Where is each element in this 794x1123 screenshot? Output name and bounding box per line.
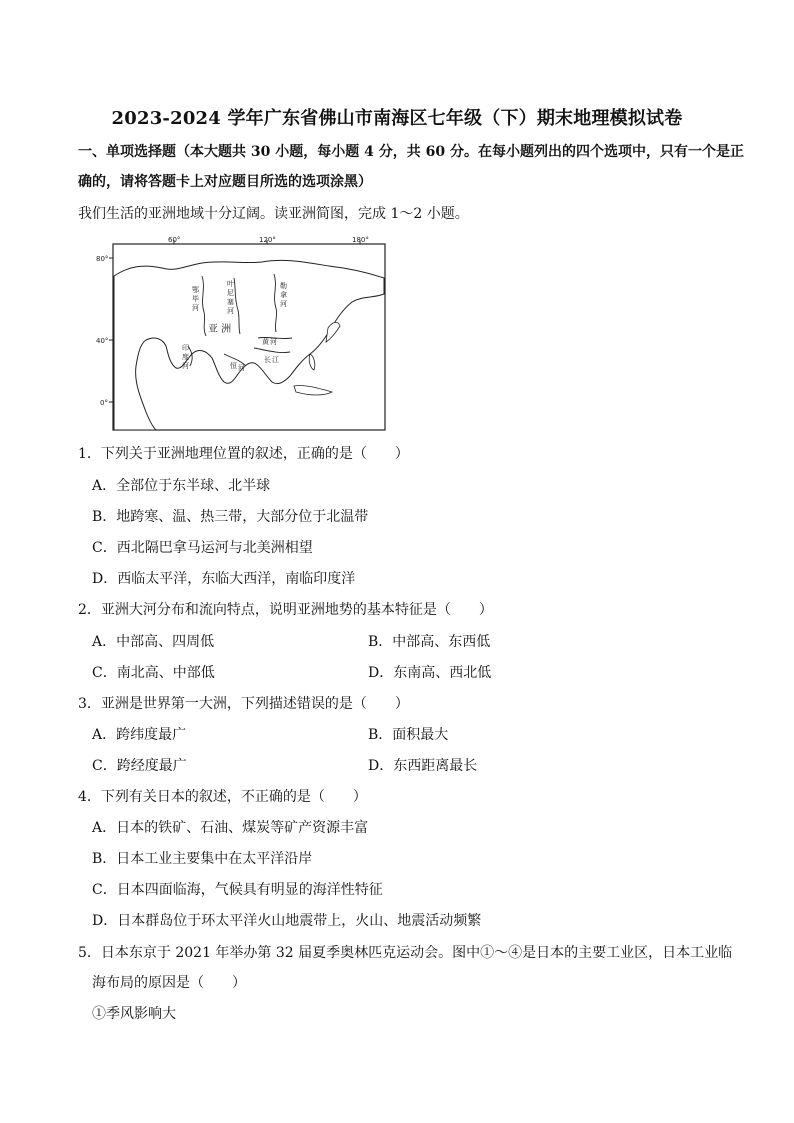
river-char: 黄 xyxy=(262,338,269,346)
q1-option-c: C．西北隔巴拿马运河与北美洲相望 xyxy=(92,540,313,556)
river-char: 长 xyxy=(264,356,271,364)
q3-option-d: D．东西距离最长 xyxy=(368,758,478,774)
q1-option-d: D．西临太平洋，东临大西洋，南临印度洋 xyxy=(92,571,356,587)
lon-label-120: 120° xyxy=(259,236,276,244)
q4-option-b: B．日本工业主要集中在太平洋沿岸 xyxy=(92,851,313,867)
river-char: 河 xyxy=(227,307,234,315)
section-heading: 一、单项选择题（本大题共 30 小题，每小题 4 分，共 60 分。在每小题列出的四个选项中，只有一个是正 xyxy=(78,144,744,160)
q3-option-b: B．面积最大 xyxy=(368,727,449,743)
q3-option-a: A．跨纬度最广 xyxy=(92,727,187,743)
river-char: 河 xyxy=(280,300,287,308)
question-2-stem: 2．亚洲大河分布和流向特点，说明亚洲地势的基本特征是（ ） xyxy=(78,602,493,618)
river-char: 度 xyxy=(182,353,189,361)
river-char: 鄂 xyxy=(192,286,199,294)
q4-option-c: C．日本四面临海，气候具有明显的海洋性特征 xyxy=(92,882,383,898)
page-title: 2023-2024 学年广东省佛山市南海区七年级（下）期末地理模拟试卷 xyxy=(111,108,683,129)
question-5-stem: 5．日本东京于 2021 年举办第 32 届夏季奥林匹克运动会。图中①～④是日本的主要工业区，日本工业临 xyxy=(78,945,733,961)
river-char: 拿 xyxy=(280,291,287,299)
q2-option-c: C．南北高、中部低 xyxy=(92,665,215,681)
lon-label-180: 180° xyxy=(352,236,369,244)
q4-option-a: A．日本的铁矿、石油、煤炭等矿产资源丰富 xyxy=(92,820,369,836)
question-5-stem-cont: 海布局的原因是（ ） xyxy=(92,975,246,991)
q2-option-b: B．中部高、东西低 xyxy=(368,634,491,650)
river-char: 塞 xyxy=(227,298,234,306)
river-char: 河 xyxy=(238,364,245,372)
q3-option-c: C．跨经度最广 xyxy=(92,758,187,774)
lat-label-80: 80° xyxy=(96,255,109,263)
river-char: 河 xyxy=(182,362,189,370)
asia-label: 亚 洲 xyxy=(208,324,232,335)
river-char: 印 xyxy=(182,344,189,352)
q5-statement-1: ①季风影响大 xyxy=(92,1006,176,1022)
lat-label-40: 40° xyxy=(96,337,109,345)
q2-option-d: D．东南高、西北低 xyxy=(368,665,492,681)
river-char: 叶 xyxy=(227,280,234,288)
q4-option-d: D．日本群岛位于环太平洋火山地震带上，火山、地震活动频繁 xyxy=(92,913,482,929)
river-char: 恒 xyxy=(230,362,237,370)
q1-option-b: B．地跨寒、温、热三带，大部分位于北温带 xyxy=(92,509,369,525)
river-char: 河 xyxy=(270,338,277,346)
question-4-stem: 4．下列有关日本的叙述，不正确的是（ ） xyxy=(78,789,367,805)
question-3-stem: 3．亚洲是世界第一大洲，下列描述错误的是（ ） xyxy=(78,696,409,712)
river-char: 勒 xyxy=(280,282,287,290)
intro-text: 我们生活的亚洲地域十分辽阔。读亚洲简图，完成 1～2 小题。 xyxy=(78,206,469,222)
river-char: 江 xyxy=(272,356,279,364)
river-char: 河 xyxy=(192,304,199,312)
river-char: 尼 xyxy=(227,289,234,297)
q1-option-a: A．全部位于东半球、北半球 xyxy=(92,478,271,494)
asia-map-figure xyxy=(84,236,390,432)
lon-label-60: 60° xyxy=(168,236,181,244)
river-char: 毕 xyxy=(192,295,199,303)
asia-map xyxy=(84,236,390,432)
lat-label-0: 0° xyxy=(100,399,108,407)
question-1-stem: 1．下列关于亚洲地理位置的叙述，正确的是（ ） xyxy=(78,446,409,462)
section-heading-cont: 确的，请将答题卡上对应题目所选的选项涂黑） xyxy=(78,174,372,190)
q2-option-a: A．中部高、四周低 xyxy=(92,634,215,650)
